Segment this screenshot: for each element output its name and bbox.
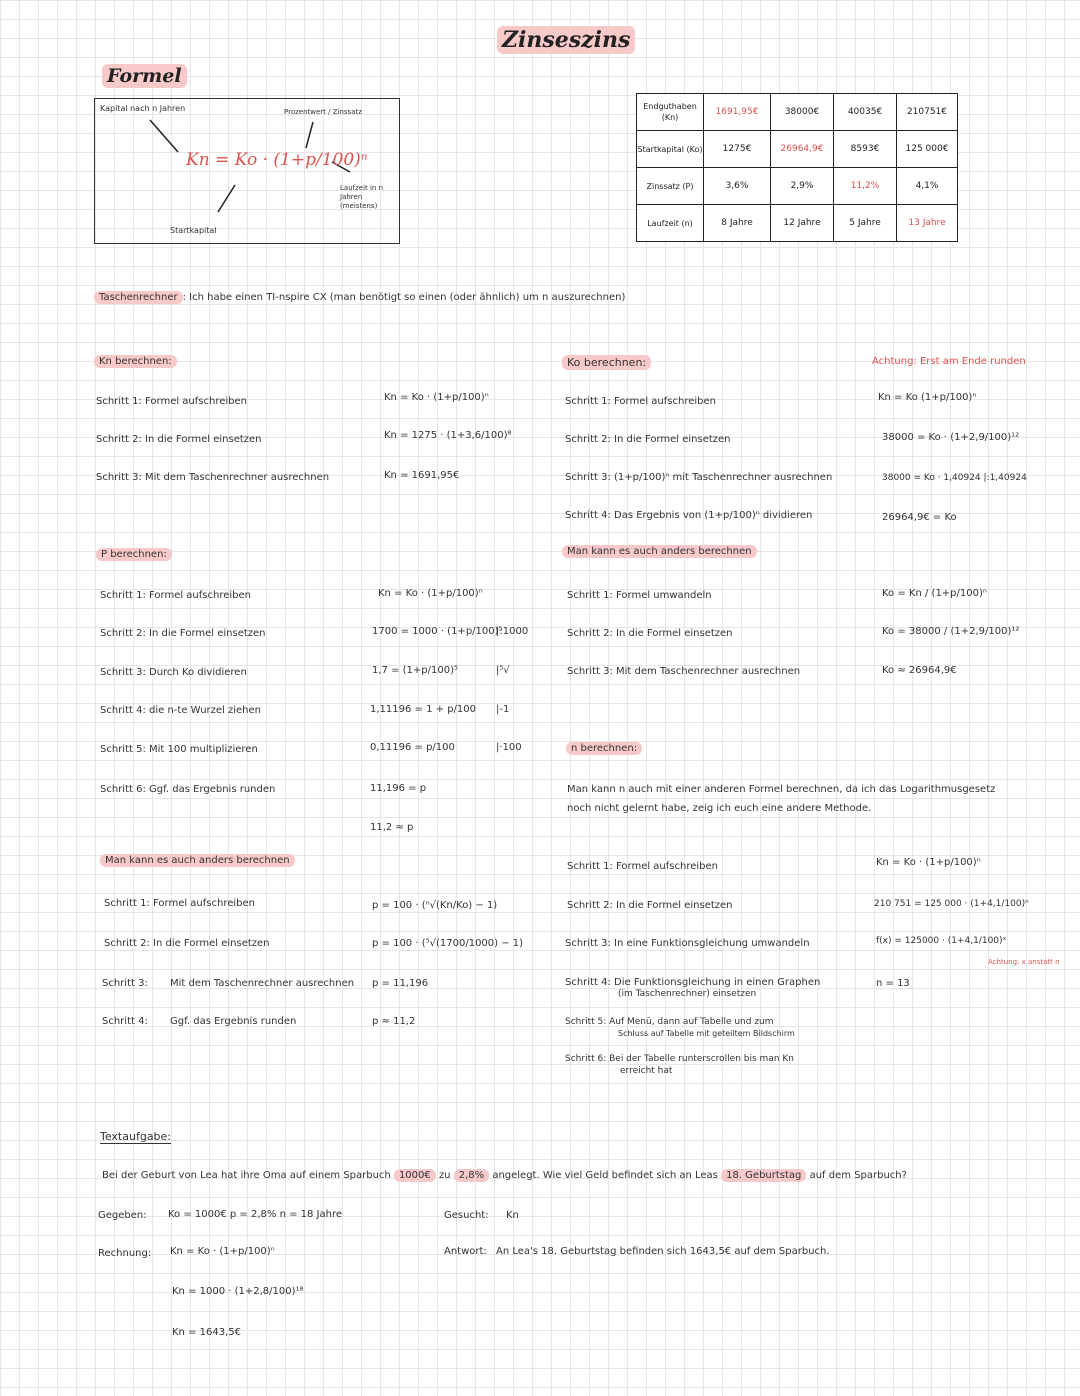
label-laufzeit: Laufzeit in n Jahren (meistens) <box>340 184 384 210</box>
p-alt-step-expr: p = 11,196 <box>372 978 429 989</box>
text-part: zu <box>438 1170 451 1181</box>
table-cell: 26964,9€ <box>771 131 834 168</box>
ko-alt-step-label: Schritt 1: Formel umwandeln <box>567 590 712 601</box>
n-step-label: Schritt 5: Auf Menü, dann auf Tabelle und zum <box>565 1017 774 1027</box>
rechnung-label: Rechnung: <box>98 1248 152 1259</box>
gesucht-value: Kn <box>506 1210 519 1221</box>
ko-alt-step-label: Schritt 3: Mit dem Taschenrechner ausrechnen <box>567 666 801 677</box>
table-row <box>637 205 958 242</box>
p-step-op: |-1 <box>496 704 510 715</box>
kn-step-label: Schritt 2: In die Formel einsetzen <box>96 434 262 445</box>
ko-alt-step-label: Schritt 2: In die Formel einsetzen <box>567 628 733 639</box>
textaufgabe-text <box>102 1170 907 1181</box>
formel-heading: Formel <box>102 64 187 88</box>
table-row-label: Zinssatz (P) <box>637 168 704 205</box>
ko-step-expr: 38000 = Ko · 1,40924 |:1,40924 <box>882 473 1027 483</box>
table-row <box>637 131 958 168</box>
ko-step-label: Schritt 3: (1+p/100)ⁿ mit Taschenrechner ausrechnen <box>565 472 833 483</box>
antwort-text: An Lea's 18. Geburtstag befinden sich 1643,5€ auf dem Sparbuch. <box>496 1246 830 1257</box>
n-step-sub: Schluss auf Tabelle mit geteiltem Bildschirm <box>618 1029 795 1038</box>
table-cell: 38000€ <box>771 94 834 131</box>
ko-alt-step-expr: Ko ≈ 26964,9€ <box>882 665 957 676</box>
p-alt-heading: Man kann es auch anders berechnen <box>100 854 295 867</box>
table-cell: 12 Jahre <box>771 205 834 242</box>
gegeben-label: Gegeben: <box>98 1210 147 1221</box>
textaufgabe-heading: Textaufgabe: <box>100 1130 172 1143</box>
rechnung-line: Kn = 1643,5€ <box>172 1327 241 1338</box>
table-cell: 125 000€ <box>897 131 958 168</box>
taschenrechner-text: : Ich habe einen TI-nspire CX (man benötigt so einen (oder ähnlich) um n auszurechnen) <box>182 292 626 303</box>
p-step-op: |⁵√ <box>496 665 510 676</box>
n-step-expr: 210 751 = 125 000 · (1+4,1/100)ⁿ <box>874 899 1029 909</box>
n-step-sub: erreicht hat <box>620 1066 673 1076</box>
rechnung-line: Kn = Ko · (1+p/100)ⁿ <box>170 1246 275 1257</box>
n-step-label: Schritt 1: Formel aufschreiben <box>567 861 718 872</box>
p-rounded: 11,2 ≈ p <box>370 822 414 833</box>
ko-step-label: Schritt 2: In die Formel einsetzen <box>565 434 731 445</box>
values-table <box>636 93 958 242</box>
table-cell: 210751€ <box>897 94 958 131</box>
n-step-label: Schritt 2: In die Formel einsetzen <box>567 900 733 911</box>
ko-step-expr: 26964,9€ = Ko <box>882 512 957 523</box>
p-alt-step-expr: p = 100 · (⁵√(1700/1000) − 1) <box>372 938 524 949</box>
p-alt-step-label: Schritt 4: <box>102 1016 148 1027</box>
kn-heading: Kn berechnen: <box>94 355 177 368</box>
taschenrechner-line <box>94 292 625 303</box>
text-part: Bei der Geburt von Lea hat ihre Oma auf einem Sparbuch <box>102 1170 391 1181</box>
table-cell: 13 Jahre <box>897 205 958 242</box>
taschenrechner-label: Taschenrechner <box>94 291 183 304</box>
p-alt-step-text: Ggf. das Ergebnis runden <box>170 1016 297 1027</box>
table-cell: 2,9% <box>771 168 834 205</box>
n-intro-line2: noch nicht gelernt habe, zeig ich euch eine andere Methode. <box>567 803 872 814</box>
table-cell: 11,2% <box>834 168 897 205</box>
text-highlight: 1000€ <box>394 1169 436 1182</box>
text-part: auf dem Sparbuch? <box>809 1170 907 1181</box>
table-cell: 40035€ <box>834 94 897 131</box>
table-row <box>637 168 958 205</box>
p-step-label: Schritt 6: Ggf. das Ergebnis runden <box>100 784 276 795</box>
p-alt-step-label: Schritt 3: <box>102 978 148 989</box>
kn-step-expr: Kn = Ko · (1+p/100)ⁿ <box>384 392 489 403</box>
table-row-label: Laufzeit (n) <box>637 205 704 242</box>
formel-main: Kn = Ko · (1+p/100)ⁿ <box>186 150 368 170</box>
p-step-expr: 11,196 = p <box>370 783 427 794</box>
ko-alt-step-expr: Ko = 38000 / (1+2,9/100)¹² <box>882 626 1020 637</box>
gegeben-values: Ko = 1000€ p = 2,8% n = 18 Jahre <box>168 1209 343 1220</box>
text-part: angelegt. Wie viel Geld befindet sich an Leas <box>492 1170 718 1181</box>
table-cell: 5 Jahre <box>834 205 897 242</box>
table-cell: 4,1% <box>897 168 958 205</box>
p-alt-step-expr: p = 100 · (ⁿ√(Kn/Ko) − 1) <box>372 900 498 911</box>
ko-step-label: Schritt 4: Das Ergebnis von (1+p/100)ⁿ dividieren <box>565 510 813 521</box>
n-heading: n berechnen: <box>566 742 642 755</box>
n-step-sub: (im Taschenrechner) einsetzen <box>618 989 757 999</box>
label-kapital: Kapital nach n Jahren <box>100 104 186 113</box>
antwort-label: Antwort: <box>444 1246 487 1257</box>
ko-note: Achtung: Erst am Ende runden <box>872 356 1026 367</box>
table-cell: 3,6% <box>704 168 771 205</box>
gesucht-label: Gesucht: <box>444 1210 489 1221</box>
n-step-label: Schritt 6: Bei der Tabelle runterscrollen bis man Kn <box>565 1054 794 1064</box>
ko-step-expr: 38000 = Ko · (1+2,9/100)¹² <box>882 432 1020 443</box>
p-step-label: Schritt 1: Formel aufschreiben <box>100 590 251 601</box>
p-alt-step-label: Schritt 2: In die Formel einsetzen <box>104 938 270 949</box>
ko-heading: Ko berechnen: <box>562 355 651 370</box>
table-cell: 1275€ <box>704 131 771 168</box>
n-step-expr: f(x) = 125000 · (1+4,1/100)ˣ <box>876 936 1007 946</box>
text-highlight: 2,8% <box>454 1169 489 1182</box>
p-step-expr: 0,11196 = p/100 <box>370 742 455 753</box>
n-intro-line1: Man kann n auch mit einer anderen Formel berechnen, da ich das Logarithmusgesetz <box>567 784 996 795</box>
n-note: Achtung: x anstatt n <box>988 958 1060 966</box>
p-alt-step-label: Schritt 1: Formel aufschreiben <box>104 898 255 909</box>
ko-alt-step-expr: Ko = Kn / (1+p/100)ⁿ <box>882 588 987 599</box>
page-title: Zinseszins <box>497 26 635 54</box>
ko-step-expr: Kn = Ko (1+p/100)ⁿ <box>878 392 977 403</box>
p-step-expr: Kn = Ko · (1+p/100)ⁿ <box>378 588 483 599</box>
table-row-label: Startkapital (Ko) <box>637 131 704 168</box>
kn-step-label: Schritt 1: Formel aufschreiben <box>96 396 247 407</box>
table-cell: 8 Jahre <box>704 205 771 242</box>
p-step-label: Schritt 3: Durch Ko dividieren <box>100 667 247 678</box>
p-heading: P berechnen: <box>96 548 172 561</box>
n-step-expr: n = 13 <box>876 978 910 989</box>
p-step-expr: 1,11196 = 1 + p/100 <box>370 704 476 715</box>
n-step-expr: Kn = Ko · (1+p/100)ⁿ <box>876 857 981 868</box>
p-step-op: |·100 <box>496 742 522 753</box>
p-step-label: Schritt 4: die n-te Wurzel ziehen <box>100 705 262 716</box>
label-startkapital: Startkapital <box>170 226 217 235</box>
table-row-label: Endguthaben (Kn) <box>637 94 704 131</box>
table-cell: 1691,95€ <box>704 94 771 131</box>
n-step-label: Schritt 4: Die Funktionsgleichung in einen Graphen <box>565 977 821 988</box>
p-step-expr: 1700 = 1000 · (1+p/100)⁵ <box>372 626 503 637</box>
p-step-op: |:1000 <box>496 626 529 637</box>
p-alt-step-text: Mit dem Taschenrechner ausrechnen <box>170 978 355 989</box>
table-row <box>637 94 958 131</box>
label-prozent: Prozentwert / Zinssatz <box>284 108 362 116</box>
text-highlight: 18. Geburtstag <box>721 1169 806 1182</box>
ko-step-label: Schritt 1: Formel aufschreiben <box>565 396 716 407</box>
ko-alt-heading: Man kann es auch anders berechnen <box>562 545 757 558</box>
p-step-label: Schritt 5: Mit 100 multiplizieren <box>100 744 258 755</box>
p-step-expr: 1,7 = (1+p/100)⁵ <box>372 665 458 676</box>
formel-arrows <box>100 112 400 242</box>
p-step-label: Schritt 2: In die Formel einsetzen <box>100 628 266 639</box>
kn-step-expr: Kn = 1691,95€ <box>384 470 460 481</box>
kn-step-expr: Kn = 1275 · (1+3,6/100)⁸ <box>384 430 512 441</box>
rechnung-line: Kn = 1000 · (1+2,8/100)¹⁸ <box>172 1286 304 1297</box>
table-cell: 8593€ <box>834 131 897 168</box>
n-step-label: Schritt 3: In eine Funktionsgleichung umwandeln <box>565 938 810 949</box>
kn-step-label: Schritt 3: Mit dem Taschenrechner ausrechnen <box>96 472 330 483</box>
p-alt-step-expr: p ≈ 11,2 <box>372 1016 416 1027</box>
